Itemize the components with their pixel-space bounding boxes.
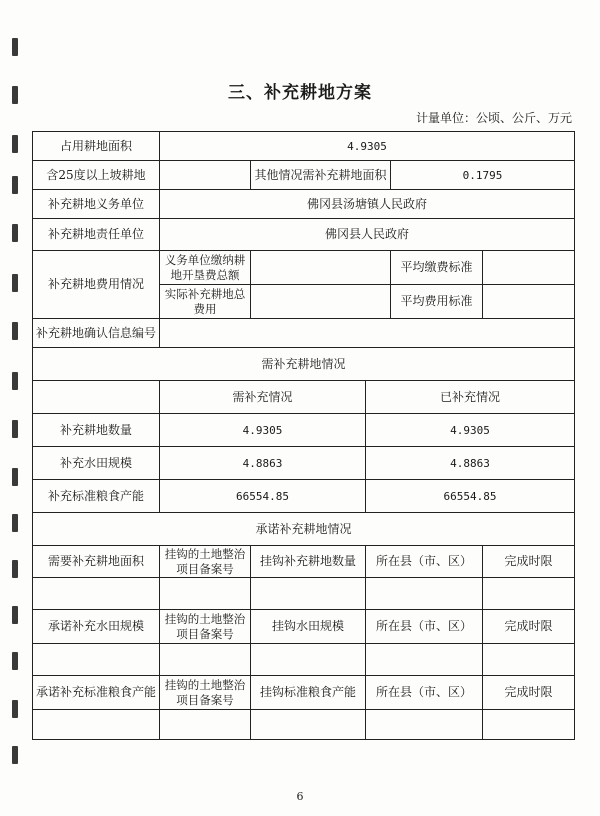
- actual-total-label: 实际补充耕地总费用: [160, 285, 251, 319]
- empty-cell: [160, 710, 251, 740]
- binding-mark: [12, 652, 18, 670]
- empty-cell: [251, 710, 366, 740]
- binding-mark: [12, 135, 18, 153]
- empty-cell: [251, 644, 366, 676]
- location-header: 所在县（市、区）: [366, 546, 483, 578]
- binding-mark: [12, 514, 18, 532]
- quantity-header: 挂钩标准粮食产能: [251, 676, 366, 710]
- confirm-label: 补充耕地确认信息编号: [33, 319, 160, 348]
- promise-section-header: 承诺补充耕地情况: [33, 513, 575, 546]
- done-column-header: 已补充情况: [366, 381, 575, 414]
- slope-label: 含25度以上坡耕地: [33, 161, 160, 190]
- binding-mark: [12, 38, 18, 56]
- confirm-value: [160, 319, 575, 348]
- empty-cell: [251, 578, 366, 610]
- need-row-label: 补充耕地数量: [33, 414, 160, 447]
- table-row: [33, 381, 575, 414]
- binding-mark: [12, 700, 18, 718]
- page-number: 6: [296, 790, 304, 803]
- responsible-unit-value: 佛冈县人民政府: [160, 219, 575, 251]
- deadline-header: 完成时限: [483, 610, 575, 644]
- promise-row-label: 需要补充耕地面积: [33, 546, 160, 578]
- empty-cell: [33, 578, 160, 610]
- location-header: 所在县（市、区）: [366, 610, 483, 644]
- empty-cell: [483, 578, 575, 610]
- cost-label: 补充耕地费用情况: [33, 251, 160, 319]
- location-header: 所在县（市、区）: [366, 676, 483, 710]
- table-row: [33, 161, 575, 190]
- page-title: 三、补充耕地方案: [228, 83, 372, 103]
- need-value: 4.8863: [160, 447, 366, 480]
- table-row: [33, 578, 575, 610]
- binding-mark: [12, 420, 18, 438]
- empty-cell: [33, 644, 160, 676]
- occupied-value: 4.9305: [160, 132, 575, 161]
- table-row: [33, 644, 575, 676]
- table-row: [33, 676, 575, 710]
- binding-mark: [12, 322, 18, 340]
- binding-mark: [12, 274, 18, 292]
- table-row: [33, 447, 575, 480]
- empty-cell: [366, 644, 483, 676]
- table-row: [33, 132, 575, 161]
- slope-value: [160, 161, 251, 190]
- fee-total-value: [251, 251, 391, 285]
- project-header: 挂钩的土地整治项目备案号: [160, 610, 251, 644]
- table-row: [33, 414, 575, 447]
- table-row: [33, 219, 575, 251]
- empty-cell: [483, 710, 575, 740]
- need-section-header: 需补充耕地情况: [33, 348, 575, 381]
- deadline-header: 完成时限: [483, 676, 575, 710]
- binding-mark: [12, 372, 18, 390]
- cost-avg-value: [483, 285, 575, 319]
- table-row: [33, 480, 575, 513]
- binding-mark: [12, 176, 18, 194]
- other-value: 0.1795: [391, 161, 575, 190]
- obligation-unit-label: 补充耕地义务单位: [33, 190, 160, 219]
- cost-avg-label: 平均费用标准: [391, 285, 483, 319]
- done-value: 66554.85: [366, 480, 575, 513]
- deadline-header: 完成时限: [483, 546, 575, 578]
- done-value: 4.8863: [366, 447, 575, 480]
- need-column-header: 需补充情况: [160, 381, 366, 414]
- need-row-label: 补充水田规模: [33, 447, 160, 480]
- obligation-unit-value: 佛冈县汤塘镇人民政府: [160, 190, 575, 219]
- table-row: [33, 319, 575, 348]
- quantity-header: 挂钩补充耕地数量: [251, 546, 366, 578]
- fee-avg-label: 平均缴费标准: [391, 251, 483, 285]
- quantity-header: 挂钩水田规模: [251, 610, 366, 644]
- done-value: 4.9305: [366, 414, 575, 447]
- empty-cell: [366, 578, 483, 610]
- fee-avg-value: [483, 251, 575, 285]
- project-header: 挂钩的土地整治项目备案号: [160, 676, 251, 710]
- binding-mark: [12, 606, 18, 624]
- blank-header-cell: [33, 381, 160, 414]
- promise-row-label: 承诺补充标准粮食产能: [33, 676, 160, 710]
- other-label: 其他情况需补充耕地面积: [251, 161, 391, 190]
- table-row: [33, 251, 575, 285]
- binding-mark: [12, 746, 18, 764]
- fee-total-label: 义务单位缴纳耕地开垦费总额: [160, 251, 251, 285]
- need-value: 66554.85: [160, 480, 366, 513]
- need-value: 4.9305: [160, 414, 366, 447]
- empty-cell: [483, 644, 575, 676]
- table-row: [33, 546, 575, 578]
- unit-note: 计量单位：公顷、公斤、万元: [415, 111, 572, 125]
- actual-total-value: [251, 285, 391, 319]
- empty-cell: [160, 644, 251, 676]
- promise-row-label: 承诺补充水田规模: [33, 610, 160, 644]
- empty-cell: [366, 710, 483, 740]
- binding-mark: [12, 468, 18, 486]
- occupied-label: 占用耕地面积: [33, 132, 160, 161]
- table-row: [33, 610, 575, 644]
- project-header: 挂钩的土地整治项目备案号: [160, 546, 251, 578]
- supplement-table: [32, 131, 575, 740]
- table-row: [33, 513, 575, 546]
- table-row: [33, 190, 575, 219]
- need-row-label: 补充标准粮食产能: [33, 480, 160, 513]
- binding-mark: [12, 560, 18, 578]
- table-row: [33, 348, 575, 381]
- binding-mark: [12, 224, 18, 242]
- empty-cell: [33, 710, 160, 740]
- table-row: [33, 710, 575, 740]
- responsible-unit-label: 补充耕地责任单位: [33, 219, 160, 251]
- empty-cell: [160, 578, 251, 610]
